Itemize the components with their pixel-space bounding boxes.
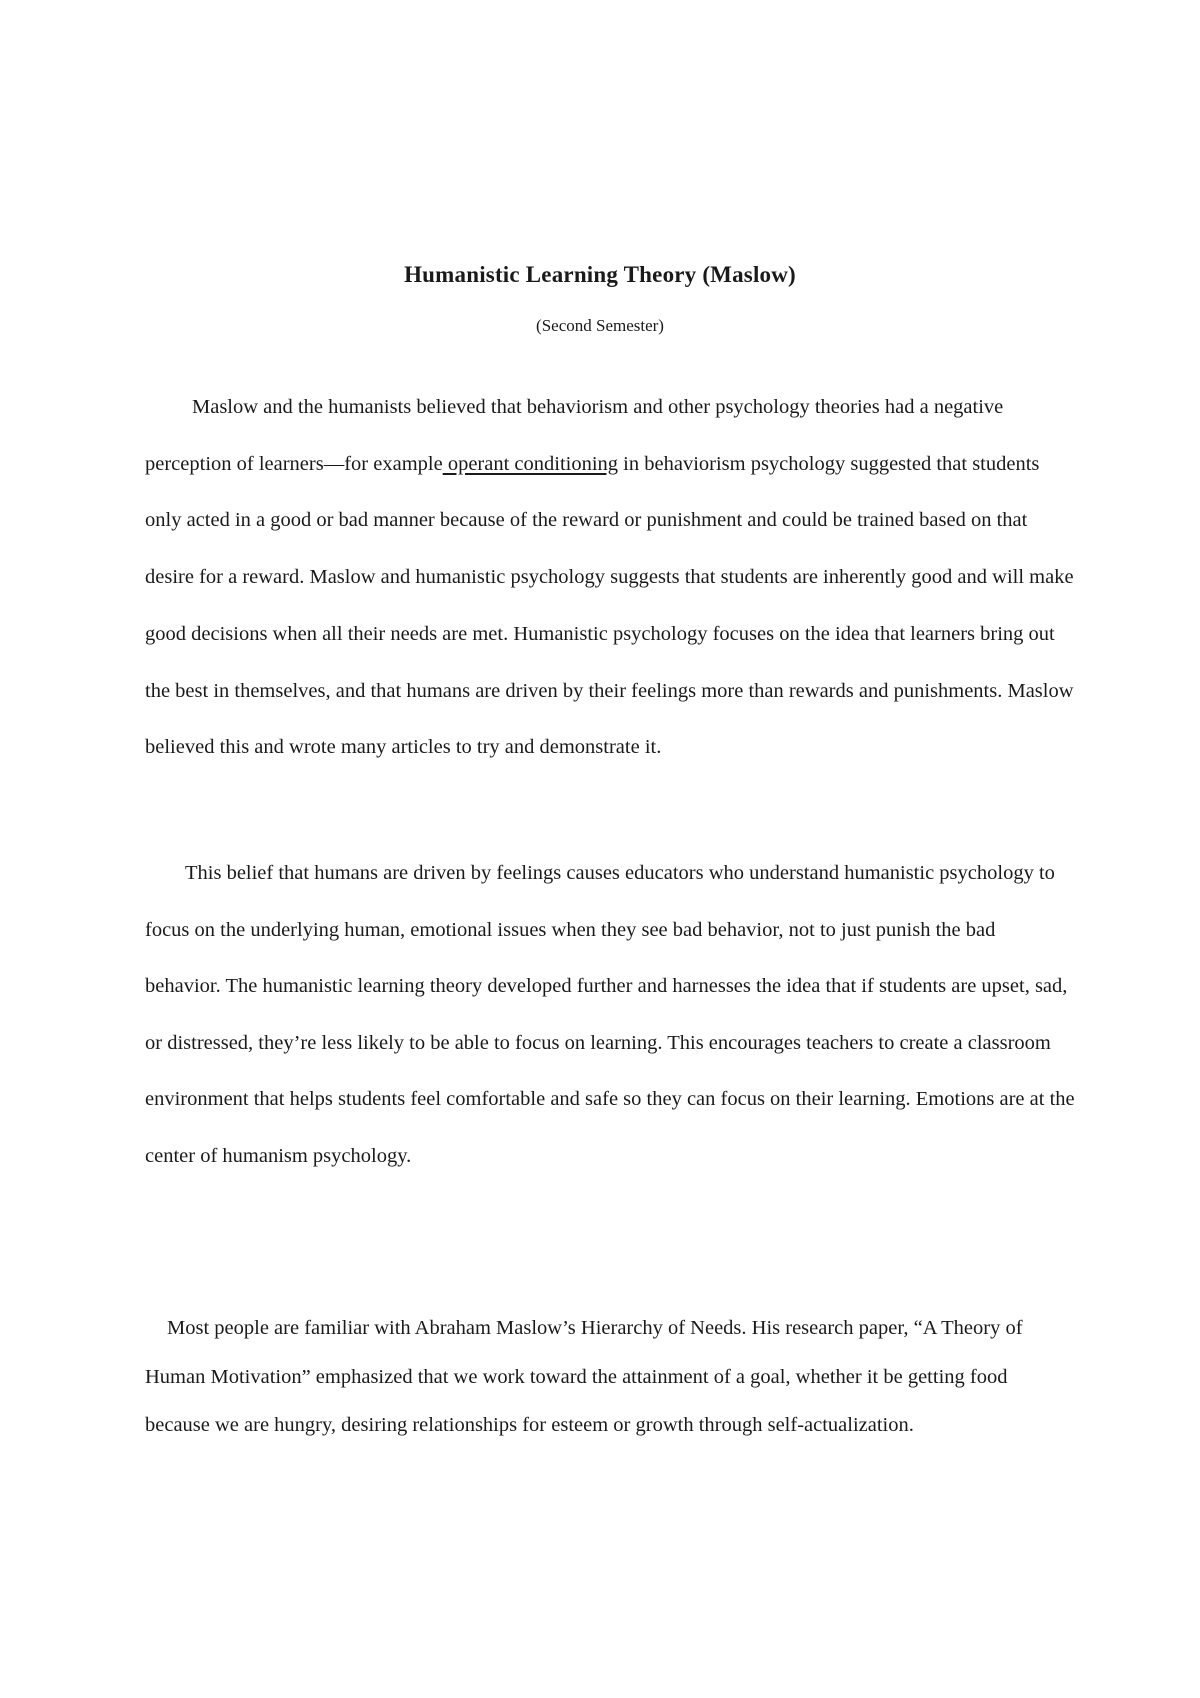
paragraph-2: This belief that humans are driven by feelings causes educators who understand humanistic psychology to focus on the underlying human, emotional issues when they see bad behavior, not to just punish the bad behavior. The humanistic learning theory developed further and harnesses the idea that if students are upset, sad, or distressed, they’re less likely to be able to focus on learning. This encourages teachers to create a classroom environment that helps students feel comfortable and safe so they can focus on their learning. Emotions are at the center of humanism psychology. bbox=[145, 862, 1075, 1167]
paragraph-3: Most people are familiar with Abraham Maslow’s Hierarchy of Needs. His research paper, “A Theory of Human Motivation” emphasized that we work toward the attainment of a goal, whether it be getting food because we are hungry, desiring relationships for esteem or growth through self-actualization. bbox=[145, 1317, 1023, 1437]
paragraph-1 bbox=[145, 379, 1075, 776]
document-title: Humanistic Learning Theory (Maslow) bbox=[404, 262, 796, 287]
document-subtitle: (Second Semester) bbox=[536, 316, 664, 335]
paragraph-1-text-end: in behaviorism psychology suggested that students only acted in a good or bad manner because of the reward or punishment and could be trained based on that desire for a reward. Maslow and humanistic psychology suggests that students are inherently good and will make good decisions when all their needs are met. Humanistic psychology focuses on the idea that learners bring out the best in themselves, and that humans are driven by their feelings more than rewards and punishments. Maslow believed this and wrote many articles to try and demonstrate it. bbox=[145, 452, 1074, 759]
paragraph-1-text-start: Maslow and the humanists believed that behaviorism and other psychology theories had a negative perception of learners—for example bbox=[145, 396, 1004, 475]
operant-conditioning-link[interactable]: operant conditioning bbox=[442, 452, 619, 475]
